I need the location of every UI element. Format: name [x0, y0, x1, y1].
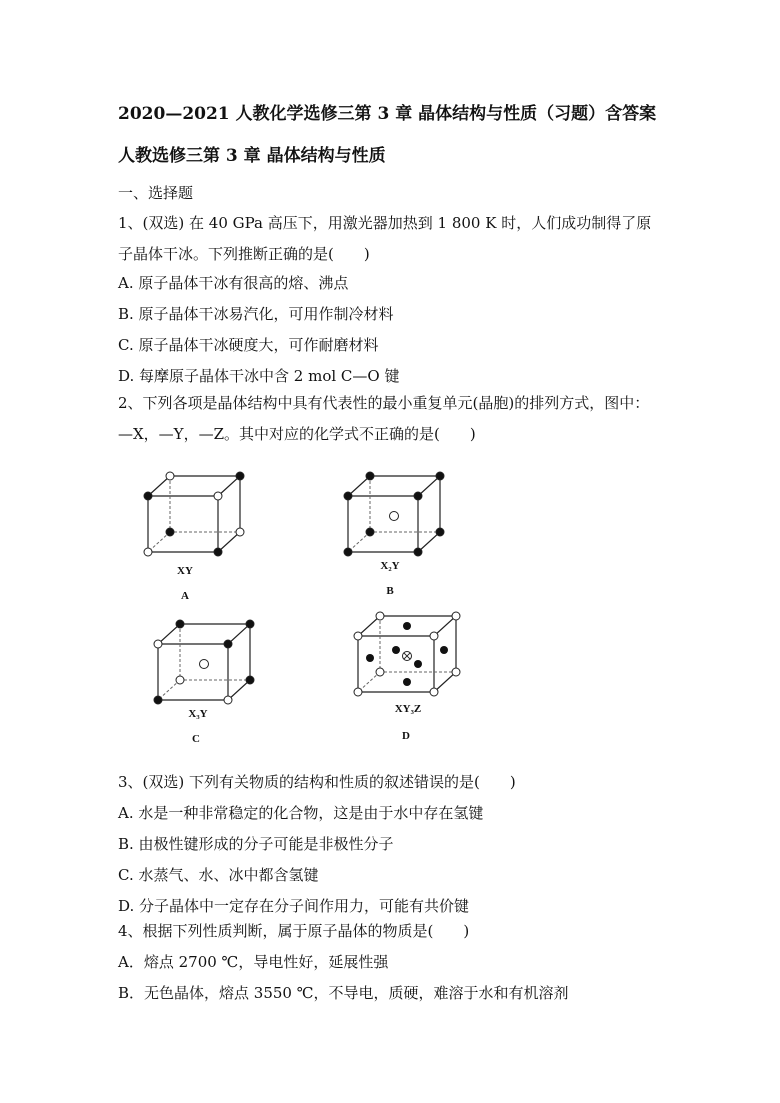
- q2-stem-line2: —X，—Y，—Z。其中对应的化学式不正确的是( ): [118, 425, 476, 443]
- q1-option-c: C. 原子晶体干冰硬度大，可作耐磨材料: [118, 336, 379, 354]
- q1-option-b: B. 原子晶体干冰易汽化，可用作制冷材料: [118, 305, 394, 323]
- crystal-cell-figure-b: [340, 470, 450, 560]
- figure-c-letter: C: [192, 733, 200, 745]
- figure-d-letter: D: [402, 730, 410, 742]
- q1-stem-line2: 子晶体干冰。下列推断正确的是( ): [118, 245, 370, 263]
- q1-option-a: A. 原子晶体干冰有很高的熔、沸点: [118, 274, 349, 292]
- q3-option-b: B. 由极性键形成的分子可能是非极性分子: [118, 835, 394, 853]
- section-heading: 一、选择题: [118, 184, 194, 202]
- figure-a-letter: A: [181, 590, 189, 602]
- q4-stem: 4、根据下列性质判断，属于原子晶体的物质是( ): [118, 922, 470, 940]
- figure-a-formula: XY: [177, 565, 193, 577]
- figure-b-letter: B: [386, 585, 394, 597]
- document-subtitle: 人教选修三第 3 章 晶体结构与性质: [118, 146, 386, 166]
- document-title: 2020—2021 人教化学选修三第 3 章 晶体结构与性质（习题）含答案: [118, 104, 657, 124]
- q1-option-d: D. 每摩原子晶体干冰中含 2 mol C—O 键: [118, 367, 400, 385]
- crystal-cell-figure-c: [150, 618, 260, 708]
- q4-option-a: A．熔点 2700 ℃，导电性好，延展性强: [118, 953, 389, 971]
- q3-option-a: A. 水是一种非常稳定的化合物，这是由于水中存在氢键: [118, 804, 484, 822]
- q4-option-b: B．无色晶体，熔点 3550 ℃，不导电，质硬，难溶于水和有机溶剂: [118, 984, 569, 1002]
- q3-stem: 3、(双选) 下列有关物质的结构和性质的叙述错误的是( ): [118, 773, 516, 791]
- q2-stem-line1: 2、下列各项是晶体结构中具有代表性的最小重复单元(晶胞)的排列方式，图中：: [118, 394, 650, 412]
- crystal-cell-figure-d: [350, 610, 465, 700]
- figure-c-formula: X₃Y: [188, 708, 208, 720]
- q3-option-d: D. 分子晶体中一定存在分子间作用力，可能有共价键: [118, 897, 470, 915]
- figure-b-formula: X₂Y: [380, 560, 400, 572]
- figure-d-formula: XY₃Z: [394, 703, 422, 715]
- crystal-cell-figure-a: [140, 470, 250, 560]
- q1-stem-line1: 1、(双选) 在 40 GPa 高压下，用激光器加热到 1 800 K 时，人们成功制得了原: [118, 214, 652, 232]
- q3-option-c: C. 水蒸气、水、冰中都含氢键: [118, 866, 319, 884]
